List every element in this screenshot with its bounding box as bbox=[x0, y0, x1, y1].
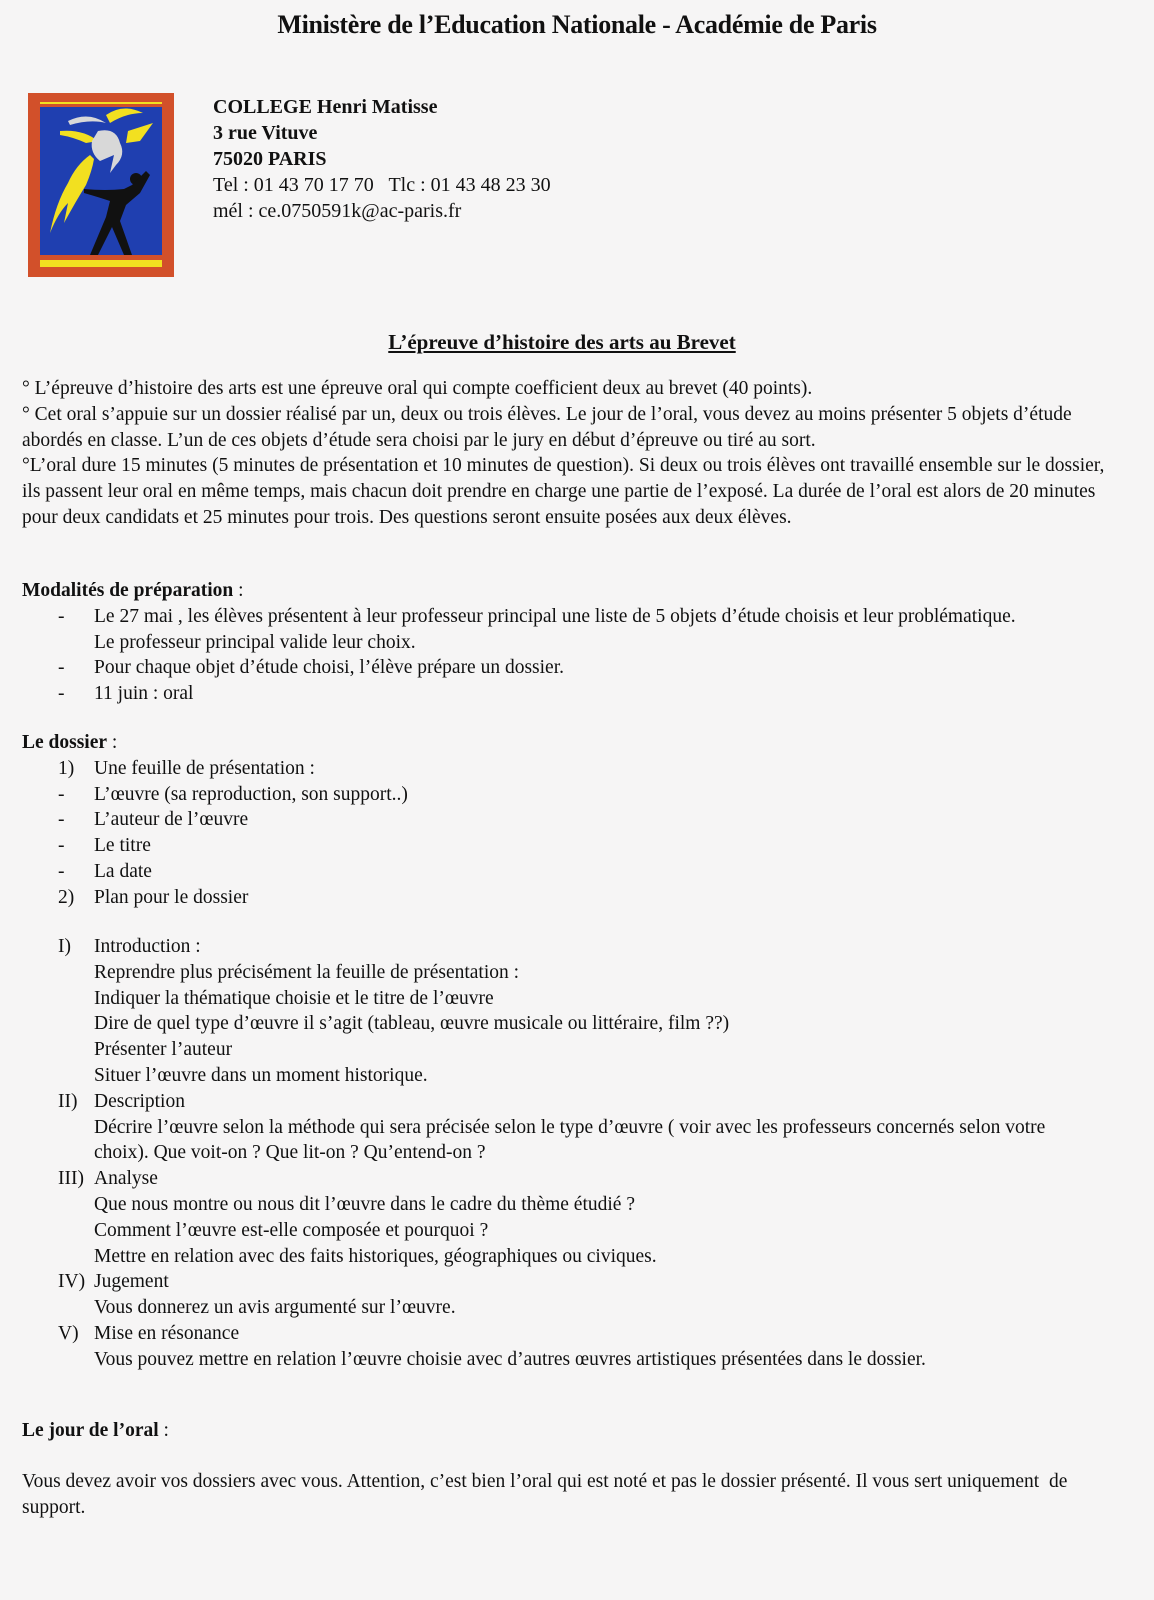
plan-item: II) Description bbox=[58, 1090, 185, 1112]
list-item: 1) Une feuille de présentation : bbox=[58, 757, 315, 779]
plan-line: Situer l’œuvre dans un moment historique. bbox=[94, 1064, 428, 1086]
logo-bottom-stripe bbox=[40, 260, 162, 267]
oral-day-heading: Le jour de l’oral : bbox=[22, 1420, 169, 1441]
plan-item: III) Analyse bbox=[58, 1168, 158, 1190]
dossier-heading: Le dossier : bbox=[22, 732, 118, 753]
intro-paragraph: ° L’épreuve d’histoire des arts est une épreuve oral qui compte coefficient deux au brevet (40 points). bbox=[22, 378, 813, 399]
plan-line: Mettre en relation avec des faits historiques, géographiques ou civiques. bbox=[94, 1245, 657, 1267]
list-item: - L’œuvre (sa reproduction, son support..) bbox=[58, 783, 408, 805]
plan-item: V) Mise en résonance bbox=[58, 1322, 240, 1344]
preparation-section bbox=[22, 578, 1122, 707]
school-address bbox=[213, 94, 551, 224]
list-item: - Le 27 mai , les élèves présentent à leur professeur principal une liste de 5 objets d’étude choisis et leur problématique. Le professeur principal valide leur choix. bbox=[58, 605, 1016, 653]
list-item: - La date bbox=[58, 860, 152, 882]
plan-line: Comment l’œuvre est-elle composée et pourquoi ? bbox=[94, 1219, 489, 1241]
list-item: - Le titre bbox=[58, 835, 151, 857]
plan-line: Vous pouvez mettre en relation l’œuvre choisie avec d’autres œuvres artistiques présentées dans le dossier. bbox=[94, 1348, 926, 1370]
street-address: 3 rue Vituve bbox=[213, 122, 318, 144]
plan-item: I) Introduction : bbox=[58, 936, 201, 957]
list-item: - 11 juin : oral bbox=[58, 683, 194, 705]
phone-numbers: Tel : 01 43 70 17 70 Tlc : 01 43 48 23 30 bbox=[213, 174, 551, 196]
intro-paragraph: °L’oral dure 15 minutes (5 minutes de présentation et 10 minutes de question). Si deux ou trois élèves ont travaillé ensemble sur le dossier, ils passent leur oral en même temps, mais chacun doit prendre en charge une partie de l’exposé. La durée de l’oral est alors de 20 minutes pour deux candidats et 25 minutes pour trois. Des questions seront ensuite posées aux deux élèves. bbox=[22, 455, 1105, 528]
plan-line: Reprendre plus précisément la feuille de présentation : bbox=[94, 961, 520, 983]
intro-section bbox=[22, 376, 1122, 531]
dossier-section bbox=[22, 730, 1122, 911]
list-item: - L’auteur de l’œuvre bbox=[58, 809, 249, 831]
logo-top-stripe bbox=[40, 102, 162, 104]
plan-line: Vous donnerez un avis argumenté sur l’œuvre. bbox=[94, 1297, 456, 1319]
plan-line: Indiquer la thématique choisie et le titre de l’œuvre bbox=[94, 987, 494, 1009]
plan-line: Décrire l’œuvre selon la méthode qui sera précisée selon le type d’œuvre ( voir avec les professeurs concernés selon votre choix). Que voit-on ? Que lit-on ? Qu’entend-on ? bbox=[94, 1116, 1046, 1164]
plan-line: Que nous montre ou nous dit l’œuvre dans le cadre du thème étudié ? bbox=[94, 1193, 635, 1215]
document-title: L’épreuve d’histoire des arts au Brevet bbox=[388, 330, 736, 354]
oral-day-paragraph: Vous devez avoir vos dossiers avec vous. Attention, c’est bien l’oral qui est noté et pas le dossier présenté. Il vous sert uniquement de support. bbox=[22, 1470, 1073, 1518]
intro-paragraph: ° Cet oral s’appuie sur un dossier réalisé par un, deux ou trois élèves. Le jour de l’oral, vous devez au moins présenter 5 objets d’étude abordés en classe. L’un de ces objets d’étude sera choisi par le jury en début d’épreuve ou tiré au sort. bbox=[22, 403, 1072, 451]
list-item: 2) Plan pour le dossier bbox=[58, 886, 249, 908]
plan-line: Dire de quel type d’œuvre il s’agit (tableau, œuvre musicale ou littéraire, film ??) bbox=[94, 1013, 730, 1035]
list-item: - Pour chaque objet d’étude choisi, l’élève prépare un dossier. bbox=[58, 657, 565, 679]
city: 75020 PARIS bbox=[213, 148, 327, 170]
email-address[interactable]: mél : ce.0750591k@ac-paris.fr bbox=[213, 200, 462, 222]
college-name: COLLEGE Henri Matisse bbox=[213, 96, 438, 118]
plan-item: IV) Jugement bbox=[58, 1271, 169, 1293]
plan-line: Présenter l’auteur bbox=[94, 1039, 233, 1061]
plan-section bbox=[22, 934, 1122, 1373]
preparation-heading: Modalités de préparation : bbox=[22, 580, 244, 601]
ministry-heading: Ministère de l’Education Nationale - Académie de Paris bbox=[277, 10, 877, 39]
oral-day-section bbox=[22, 1418, 1122, 1520]
matisse-dancers-logo bbox=[28, 93, 174, 277]
